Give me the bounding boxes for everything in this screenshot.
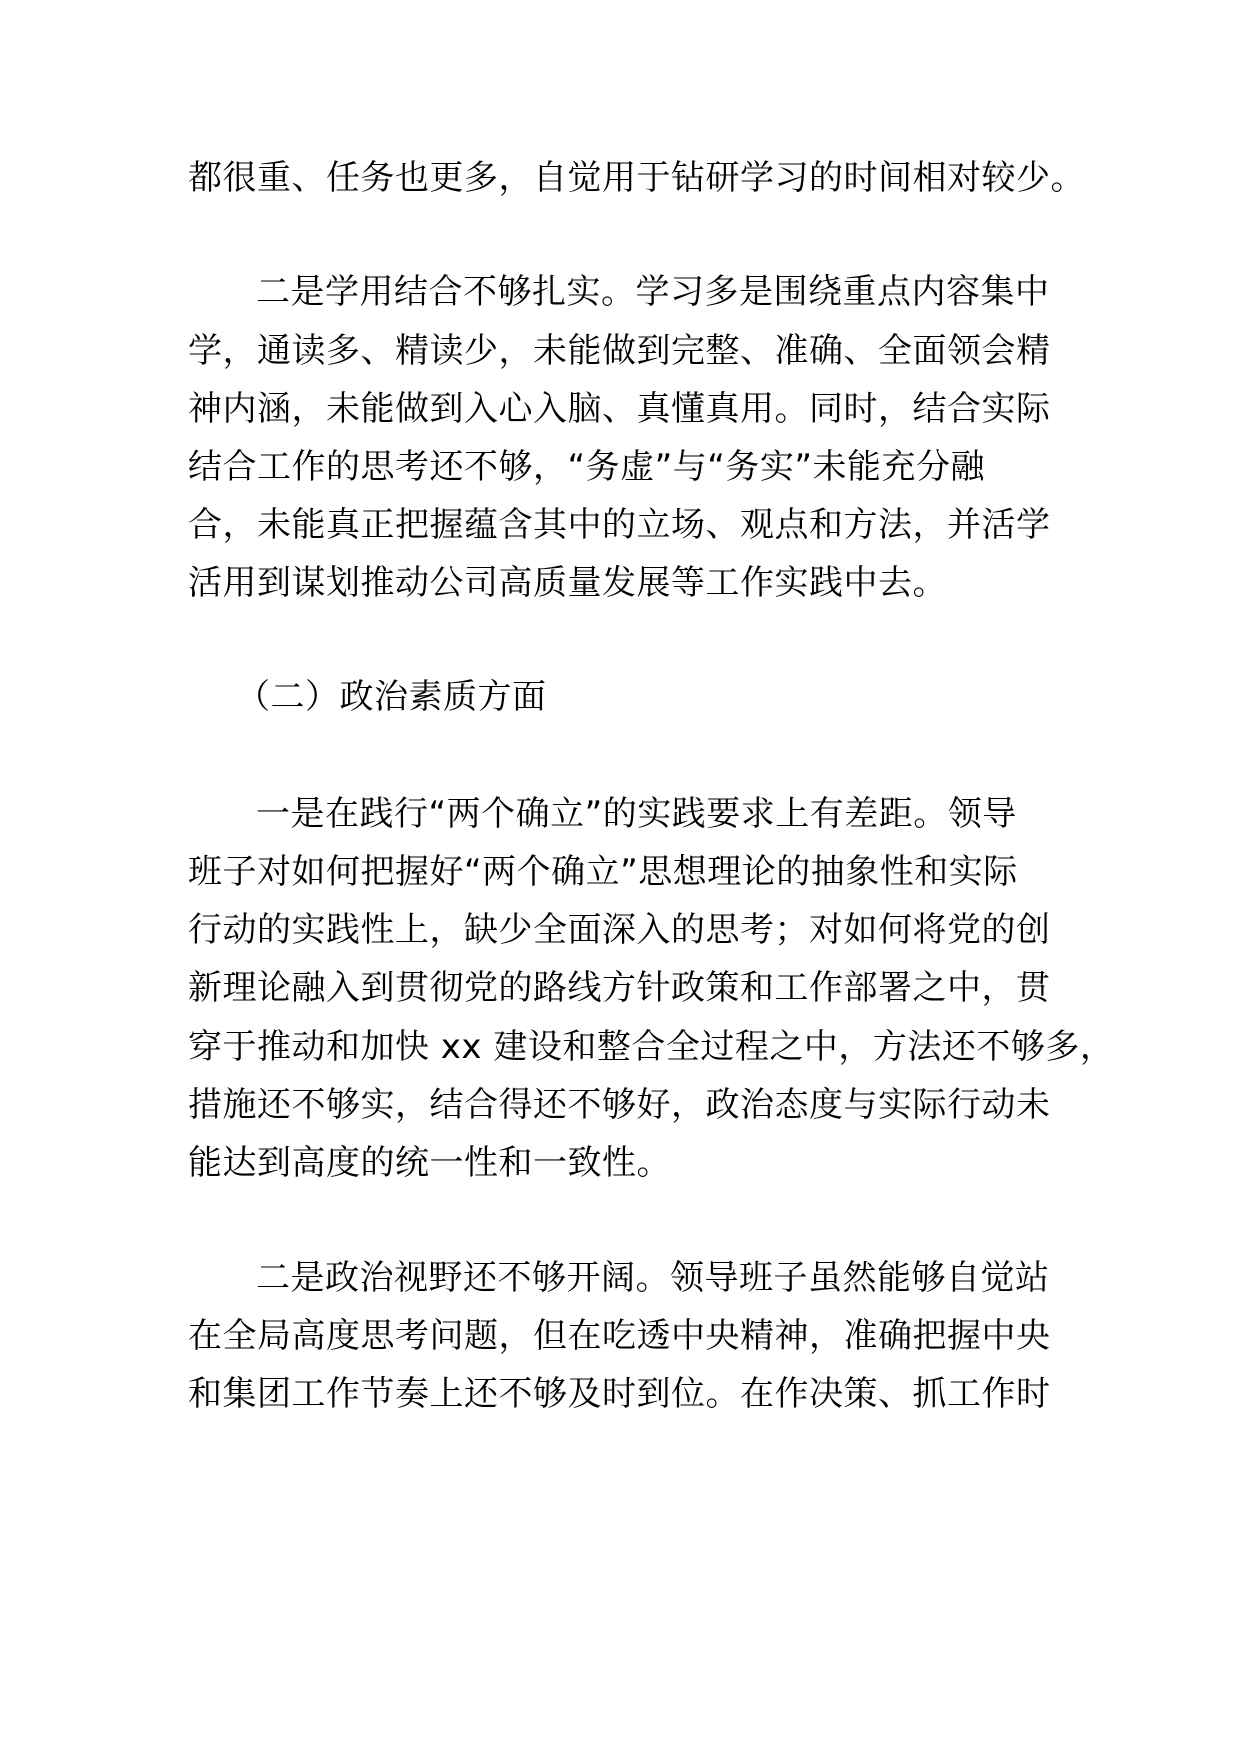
paragraph-line: 班子对如何把握好“两个确立”思想理论的抽象性和实际 bbox=[188, 852, 1018, 892]
paragraph-line: 活用到谋划推动公司高质量发展等工作实践中去。 bbox=[188, 563, 947, 603]
paragraph-line: 新理论融入到贯彻党的路线方针政策和工作部署之中，贯 bbox=[188, 968, 1051, 1008]
paragraph-line: 穿于推动和加快 xx 建设和整合全过程之中，方法还不够多， bbox=[188, 1027, 1115, 1067]
paragraph-line: 都很重、任务也更多，自觉用于钻研学习的时间相对较少。 bbox=[188, 158, 1085, 198]
section-heading: （二）政治素质方面 bbox=[236, 677, 547, 717]
paragraph-line: 和集团工作节奏上还不够及时到位。在作决策、抓工作时 bbox=[188, 1374, 1051, 1414]
paragraph-line: 二是政治视野还不够开阔。领导班子虽然能够自觉站 bbox=[256, 1258, 1050, 1298]
paragraph-line: 行动的实践性上，缺少全面深入的思考；对如何将党的创 bbox=[188, 910, 1051, 950]
paragraph-line: 合，未能真正把握蕴含其中的立场、观点和方法，并活学 bbox=[188, 505, 1051, 545]
paragraph-line: 在全局高度思考问题，但在吃透中央精神，准确把握中央 bbox=[188, 1316, 1051, 1356]
paragraph-line: 学，通读多、精读少，未能做到完整、准确、全面领会精 bbox=[188, 331, 1051, 371]
paragraph-line: 能达到高度的统一性和一致性。 bbox=[188, 1143, 671, 1183]
paragraph-line: 神内涵，未能做到入心入脑、真懂真用。同时，结合实际 bbox=[188, 389, 1051, 429]
paragraph-line: 二是学用结合不够扎实。学习多是围绕重点内容集中 bbox=[256, 272, 1050, 312]
paragraph-line: 结合工作的思考还不够，“务虚”与“务实”未能充分融 bbox=[188, 447, 985, 487]
paragraph-line: 措施还不够实，结合得还不够好，政治态度与实际行动未 bbox=[188, 1085, 1051, 1125]
paragraph-line: 一是在践行“两个确立”的实践要求上有差距。领导 bbox=[256, 794, 1017, 834]
